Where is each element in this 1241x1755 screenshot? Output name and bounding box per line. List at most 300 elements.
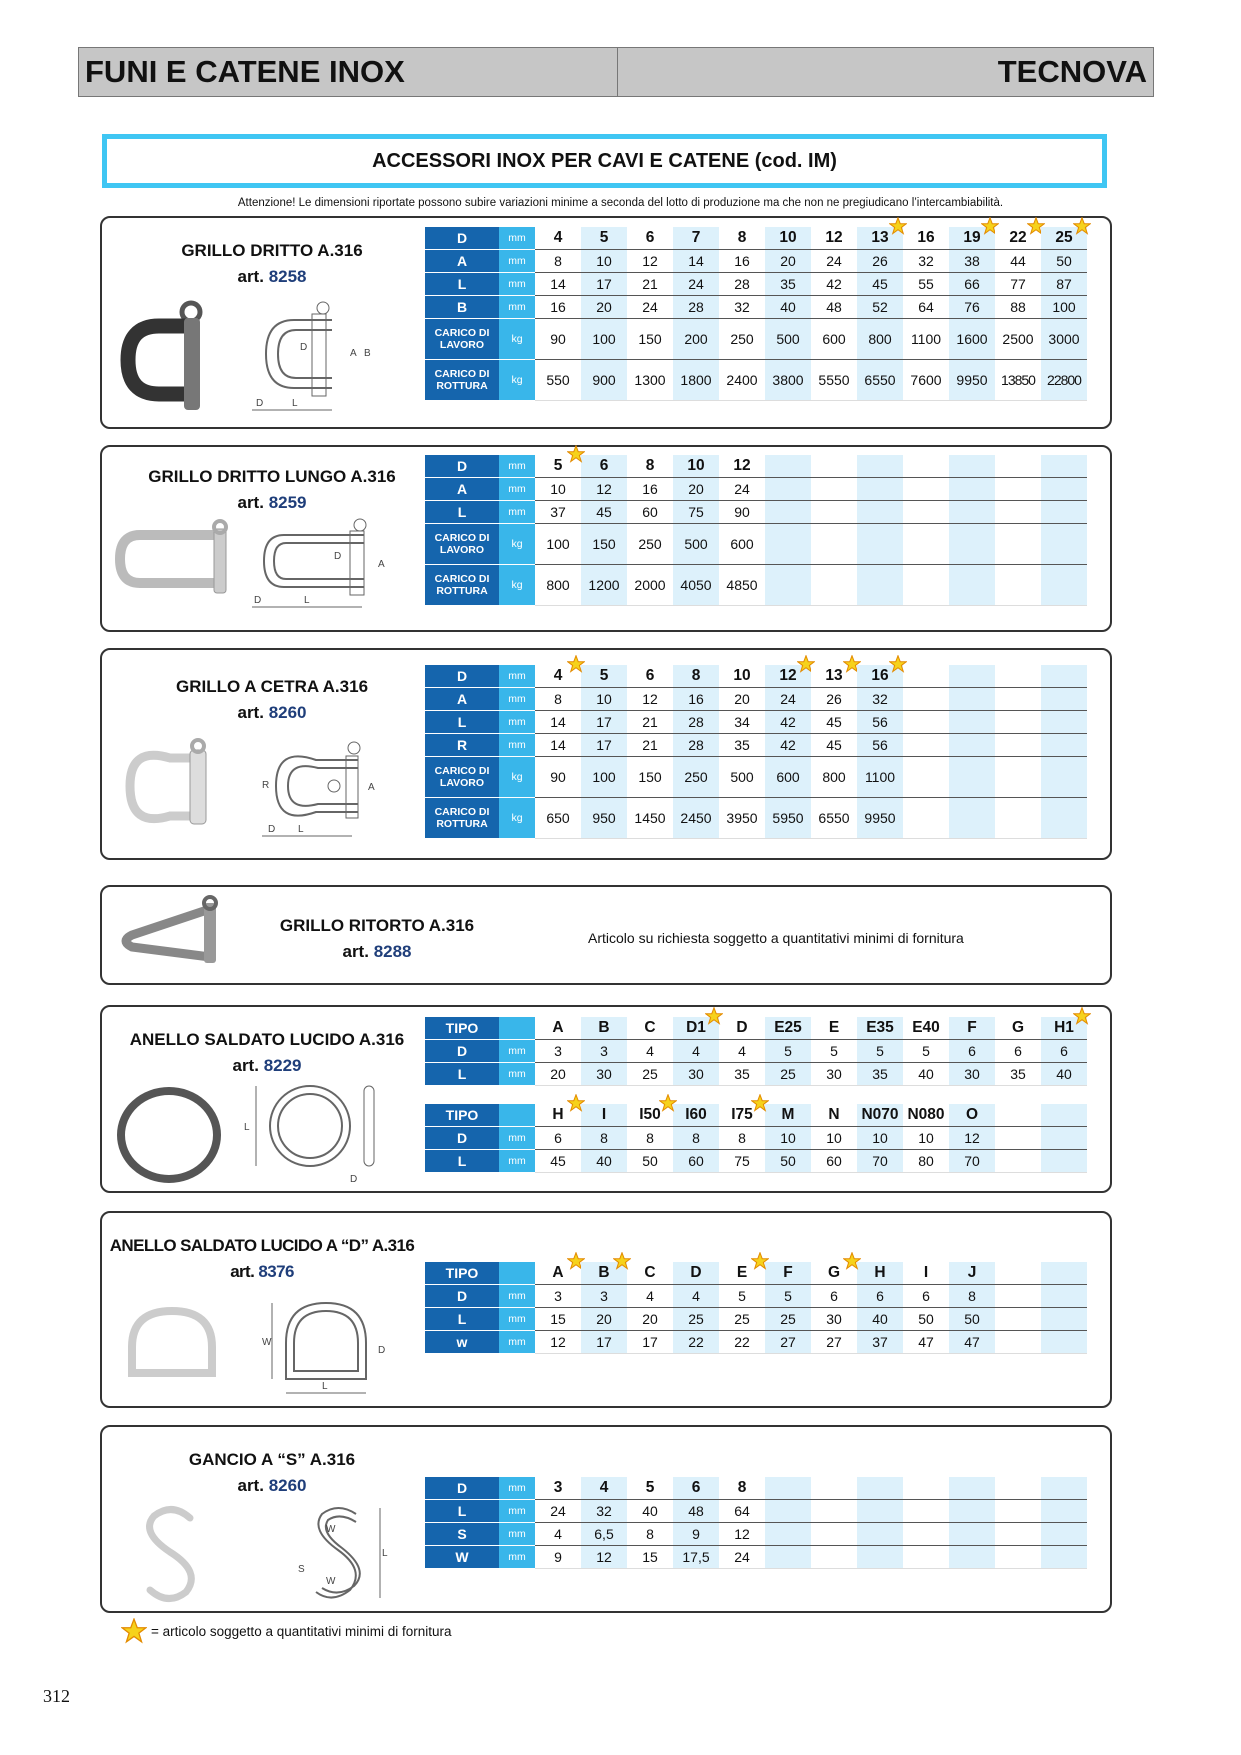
svg-text:W: W xyxy=(262,1337,272,1348)
table-cell xyxy=(719,1477,765,1500)
table-cell xyxy=(903,798,949,839)
cell-value: E40 xyxy=(912,1019,940,1036)
table-row xyxy=(425,478,1087,501)
cell-value: 100 xyxy=(546,536,570,552)
cell-value: 25 xyxy=(734,1311,750,1327)
table-cell xyxy=(627,319,673,360)
table-cell xyxy=(535,1477,581,1500)
cell-value: N070 xyxy=(861,1106,899,1123)
table-cell xyxy=(765,1477,811,1500)
cell-value: 64 xyxy=(734,1503,750,1519)
table-cell xyxy=(535,524,581,565)
cell-value: 8 xyxy=(968,1288,976,1304)
cell-value: H xyxy=(874,1264,886,1281)
table-cell xyxy=(627,524,673,565)
cell-value: 45 xyxy=(826,737,842,753)
table-cell xyxy=(673,688,719,711)
table-cell xyxy=(1041,1104,1087,1127)
table-cell xyxy=(1041,565,1087,606)
star-icon xyxy=(567,445,585,463)
table-cell xyxy=(857,296,903,319)
table-cell xyxy=(811,565,857,606)
cell-value: 2500 xyxy=(1002,331,1034,347)
table-cell xyxy=(995,734,1041,757)
table-cell xyxy=(581,565,627,606)
row-header: L xyxy=(425,711,499,734)
table-cell xyxy=(1041,250,1087,273)
table-cell xyxy=(903,455,949,478)
svg-text:L: L xyxy=(304,595,310,606)
table-cell xyxy=(1041,296,1087,319)
table-cell xyxy=(857,273,903,296)
svg-text:A: A xyxy=(378,559,385,570)
cell-value: 20 xyxy=(688,481,704,497)
table-cell xyxy=(719,1017,765,1040)
product-title: GANCIO A “S” A.316 art. 8260 xyxy=(188,1450,356,1495)
cell-value: 50 xyxy=(964,1311,980,1327)
table-cell xyxy=(995,250,1041,273)
table-cell xyxy=(995,1500,1041,1523)
unit-cell: mm xyxy=(499,501,535,524)
cell-value: 66 xyxy=(964,276,980,292)
cell-value: 12 xyxy=(642,253,658,269)
cell-value: 44 xyxy=(1010,253,1026,269)
cell-value: 800 xyxy=(868,331,892,347)
cell-value: 24 xyxy=(688,276,704,292)
cell-value: D xyxy=(736,1019,748,1036)
cell-value: 30 xyxy=(826,1311,842,1327)
star-icon xyxy=(567,1094,585,1112)
cell-value: 22 xyxy=(734,1334,750,1350)
header-category: FUNI E CATENE INOX xyxy=(79,48,618,96)
table-cell xyxy=(949,734,995,757)
table-cell xyxy=(811,296,857,319)
cell-value: 650 xyxy=(546,810,570,826)
table-cell xyxy=(857,501,903,524)
table-cell xyxy=(903,1331,949,1354)
table-cell xyxy=(581,1308,627,1331)
cell-value: 16 xyxy=(917,229,935,246)
cell-value: 5 xyxy=(784,1043,792,1059)
row-header: TIPO xyxy=(425,1017,499,1040)
table-cell xyxy=(857,524,903,565)
twisted-shackle-photo xyxy=(112,895,237,967)
table-cell xyxy=(811,1040,857,1063)
cell-value: 35 xyxy=(1010,1066,1026,1082)
cell-value: 6550 xyxy=(818,810,850,826)
table-cell xyxy=(673,798,719,839)
table-cell xyxy=(995,665,1041,688)
table-cell xyxy=(535,1262,581,1285)
cell-value: 17 xyxy=(596,276,612,292)
table-cell xyxy=(673,296,719,319)
legend: = articolo soggetto a quantitativi minimi di fornitura xyxy=(121,1618,452,1644)
cell-value: 2000 xyxy=(634,577,666,593)
cell-value: 50 xyxy=(780,1153,796,1169)
cell-value: 600 xyxy=(730,536,754,552)
table-cell xyxy=(1041,273,1087,296)
cell-value: 4 xyxy=(553,229,563,246)
cell-value: D1 xyxy=(686,1019,706,1036)
unit-cell: mm xyxy=(499,1308,535,1331)
table-cell xyxy=(995,524,1041,565)
spec-table-anello-saldato-2 xyxy=(425,1104,1087,1173)
cell-value: 4 xyxy=(646,1043,654,1059)
cell-value: 40 xyxy=(596,1153,612,1169)
table-cell xyxy=(1041,711,1087,734)
table-cell xyxy=(719,757,765,798)
cell-value: 3 xyxy=(554,1288,562,1304)
page-number: 312 xyxy=(43,1686,70,1706)
table-cell xyxy=(765,455,811,478)
table-cell xyxy=(673,455,719,478)
svg-text:L: L xyxy=(298,824,304,835)
table-cell xyxy=(811,273,857,296)
cell-value: 28 xyxy=(688,299,704,315)
table-cell xyxy=(627,1104,673,1127)
cell-value: 4850 xyxy=(726,577,758,593)
cell-value: 21 xyxy=(642,714,658,730)
table-row xyxy=(425,273,1087,296)
product-title: ANELLO SALDATO LUCIDO A.316 art. 8229 xyxy=(129,1030,405,1075)
cell-value: 40 xyxy=(872,1311,888,1327)
table-cell xyxy=(1041,1063,1087,1086)
cell-value: 45 xyxy=(550,1153,566,1169)
table-cell xyxy=(949,1127,995,1150)
table-cell xyxy=(811,1500,857,1523)
row-header: B xyxy=(425,296,499,319)
cell-value: 40 xyxy=(918,1066,934,1082)
spec-table-grillo-dritto-lungo xyxy=(425,455,1087,606)
table-cell xyxy=(903,1150,949,1173)
cell-value: 16 xyxy=(550,299,566,315)
cell-value: 30 xyxy=(826,1066,842,1082)
table-cell xyxy=(627,1308,673,1331)
table-cell xyxy=(857,1331,903,1354)
unit-cell: mm xyxy=(499,1500,535,1523)
cell-value: 45 xyxy=(596,504,612,520)
table-cell xyxy=(903,273,949,296)
table-cell xyxy=(673,524,719,565)
table-cell xyxy=(857,1017,903,1040)
table-cell xyxy=(857,1150,903,1173)
table-cell xyxy=(903,711,949,734)
cell-value: D xyxy=(690,1264,702,1281)
cell-value: 2450 xyxy=(680,810,712,826)
table-cell xyxy=(627,250,673,273)
cell-value: 4 xyxy=(599,1479,609,1496)
cell-value: 15 xyxy=(642,1549,658,1565)
table-cell xyxy=(949,455,995,478)
cell-value: 8 xyxy=(737,1479,747,1496)
table-cell xyxy=(949,757,995,798)
table-cell xyxy=(811,1285,857,1308)
cell-value: E xyxy=(828,1019,840,1036)
cell-value: 5 xyxy=(876,1043,884,1059)
table-row xyxy=(425,734,1087,757)
table-row xyxy=(425,1262,1087,1285)
table-cell xyxy=(857,1308,903,1331)
table-cell xyxy=(949,798,995,839)
row-header: L xyxy=(425,1500,499,1523)
shackle-diagram xyxy=(252,298,382,418)
product-title: GRILLO A CETRA A.316 art. 8260 xyxy=(175,677,369,722)
cell-value: 3 xyxy=(554,1043,562,1059)
table-cell xyxy=(719,1500,765,1523)
cell-value: 55 xyxy=(918,276,934,292)
cell-value: 13850 xyxy=(1001,372,1035,388)
unit-cell: kg xyxy=(499,524,535,565)
cell-value: 12 xyxy=(642,691,658,707)
spec-table-gancio-s xyxy=(425,1477,1087,1569)
table-cell xyxy=(995,757,1041,798)
cell-value: 8 xyxy=(692,1130,700,1146)
cell-value: 10 xyxy=(826,1130,842,1146)
table-cell xyxy=(949,1040,995,1063)
table-row xyxy=(425,1523,1087,1546)
table-cell xyxy=(627,1331,673,1354)
table-cell xyxy=(995,1523,1041,1546)
table-cell xyxy=(535,227,581,250)
table-cell xyxy=(1041,1017,1087,1040)
star-icon xyxy=(843,1252,861,1270)
cell-value: 1100 xyxy=(910,331,942,347)
cell-value: 950 xyxy=(592,810,616,826)
table-cell xyxy=(765,688,811,711)
cell-value: 8 xyxy=(646,1526,654,1542)
table-cell xyxy=(857,688,903,711)
unit-cell: mm xyxy=(499,1040,535,1063)
table-cell xyxy=(811,524,857,565)
table-cell xyxy=(535,1017,581,1040)
table-cell xyxy=(535,501,581,524)
table-cell xyxy=(811,1331,857,1354)
cell-value: 12 xyxy=(779,667,797,684)
table-cell xyxy=(1041,1040,1087,1063)
table-cell xyxy=(627,1262,673,1285)
table-cell xyxy=(857,227,903,250)
table-cell xyxy=(811,1104,857,1127)
unit-cell: mm xyxy=(499,1127,535,1150)
table-cell xyxy=(765,798,811,839)
svg-text:S: S xyxy=(298,1564,305,1575)
table-cell xyxy=(673,319,719,360)
table-row xyxy=(425,1477,1087,1500)
table-cell xyxy=(581,1477,627,1500)
table-cell xyxy=(673,1040,719,1063)
star-icon xyxy=(567,655,585,673)
table-cell xyxy=(581,501,627,524)
table-cell xyxy=(903,565,949,606)
cell-value: M xyxy=(781,1106,795,1123)
cell-value: 48 xyxy=(826,299,842,315)
unit-cell xyxy=(499,1104,535,1127)
table-cell xyxy=(535,1150,581,1173)
table-cell xyxy=(581,524,627,565)
table-cell xyxy=(949,1150,995,1173)
cell-value: 42 xyxy=(780,714,796,730)
table-row xyxy=(425,250,1087,273)
cell-value: 25 xyxy=(1055,229,1073,246)
table-row xyxy=(425,1104,1087,1127)
table-cell xyxy=(535,455,581,478)
table-cell xyxy=(903,1477,949,1500)
table-cell xyxy=(719,455,765,478)
cell-value: 5 xyxy=(599,667,609,684)
cell-value: 600 xyxy=(776,769,800,785)
table-cell xyxy=(673,273,719,296)
table-cell xyxy=(903,227,949,250)
table-cell xyxy=(673,1500,719,1523)
svg-text:R: R xyxy=(262,780,270,791)
table-cell xyxy=(903,1040,949,1063)
cell-value: 1200 xyxy=(588,577,620,593)
table-cell xyxy=(949,273,995,296)
cell-value: 17,5 xyxy=(682,1549,710,1565)
cell-value: G xyxy=(1011,1019,1025,1036)
table-cell xyxy=(535,296,581,319)
spec-table-grillo-cetra xyxy=(425,665,1087,839)
unit-cell: mm xyxy=(499,227,535,250)
table-cell xyxy=(1041,1308,1087,1331)
cell-value: 6 xyxy=(691,1479,701,1496)
table-cell xyxy=(995,1331,1041,1354)
table-cell xyxy=(857,665,903,688)
table-cell xyxy=(903,319,949,360)
cell-value: 6 xyxy=(599,457,609,474)
cell-value: 28 xyxy=(688,737,704,753)
cell-value: 88 xyxy=(1010,299,1026,315)
page-header xyxy=(78,47,1154,97)
cell-value: 4 xyxy=(554,1526,562,1542)
cell-value: 14 xyxy=(550,714,566,730)
cell-value: 6 xyxy=(645,229,655,246)
row-header: A xyxy=(425,478,499,501)
row-header: A xyxy=(425,250,499,273)
cell-value: 3800 xyxy=(772,372,804,388)
cell-value: 4 xyxy=(553,667,563,684)
cell-value: 1450 xyxy=(634,810,666,826)
table-cell xyxy=(811,757,857,798)
cell-value: 100 xyxy=(592,331,616,347)
table-cell xyxy=(857,1500,903,1523)
cell-value: 75 xyxy=(688,504,704,520)
table-cell xyxy=(1041,1523,1087,1546)
table-cell xyxy=(765,273,811,296)
table-cell xyxy=(535,688,581,711)
table-cell xyxy=(811,501,857,524)
cell-value: 6 xyxy=(922,1288,930,1304)
cell-value: 4 xyxy=(646,1288,654,1304)
table-cell xyxy=(857,1285,903,1308)
table-cell xyxy=(995,455,1041,478)
cell-value: 1100 xyxy=(864,769,896,785)
cell-value: 20 xyxy=(596,299,612,315)
cell-value: 1600 xyxy=(956,331,988,347)
table-row xyxy=(425,1308,1087,1331)
cell-value: 22800 xyxy=(1047,372,1081,388)
table-cell xyxy=(1041,455,1087,478)
table-cell xyxy=(673,1017,719,1040)
table-cell xyxy=(673,1546,719,1569)
table-cell xyxy=(903,1308,949,1331)
table-cell xyxy=(581,1331,627,1354)
row-header: R xyxy=(425,734,499,757)
table-cell xyxy=(765,1063,811,1086)
cell-value: 100 xyxy=(1052,299,1076,315)
table-cell xyxy=(627,1500,673,1523)
cell-value: 6 xyxy=(1060,1043,1068,1059)
svg-text:D: D xyxy=(334,551,342,562)
cell-value: 5 xyxy=(553,457,563,474)
table-cell xyxy=(995,688,1041,711)
table-cell xyxy=(857,711,903,734)
table-cell xyxy=(765,665,811,688)
cell-value: 50 xyxy=(1056,253,1072,269)
unit-cell: mm xyxy=(499,688,535,711)
cell-value: 6 xyxy=(876,1288,884,1304)
star-icon xyxy=(613,1252,631,1270)
table-cell xyxy=(719,565,765,606)
table-cell xyxy=(719,688,765,711)
table-cell xyxy=(1041,757,1087,798)
cell-value: 10 xyxy=(780,1130,796,1146)
row-header: w xyxy=(425,1331,499,1354)
table-cell xyxy=(995,1546,1041,1569)
cell-value: 5550 xyxy=(818,372,850,388)
unit-cell: mm xyxy=(499,478,535,501)
cell-value: 500 xyxy=(730,769,754,785)
cell-value: 5 xyxy=(599,229,609,246)
table-cell xyxy=(949,1477,995,1500)
table-row xyxy=(425,319,1087,360)
table-cell xyxy=(719,227,765,250)
table-cell xyxy=(1041,1331,1087,1354)
row-header: TIPO xyxy=(425,1262,499,1285)
table-cell xyxy=(903,1104,949,1127)
cell-value: H1 xyxy=(1054,1019,1074,1036)
cell-value: 25 xyxy=(780,1066,796,1082)
cell-value: 37 xyxy=(872,1334,888,1350)
table-cell xyxy=(857,250,903,273)
s-hook-diagram xyxy=(282,1502,392,1607)
table-row xyxy=(425,1150,1087,1173)
table-row xyxy=(425,688,1087,711)
row-header: S xyxy=(425,1523,499,1546)
table-cell xyxy=(719,319,765,360)
svg-text:D: D xyxy=(254,595,262,606)
table-cell xyxy=(719,1262,765,1285)
table-cell xyxy=(857,1523,903,1546)
cell-value: 26 xyxy=(872,253,888,269)
table-cell xyxy=(765,734,811,757)
table-cell xyxy=(811,711,857,734)
unit-cell: mm xyxy=(499,250,535,273)
cell-value: 32 xyxy=(596,1503,612,1519)
cell-value: 21 xyxy=(642,276,658,292)
table-row xyxy=(425,227,1087,250)
table-cell xyxy=(995,565,1041,606)
table-cell xyxy=(811,1308,857,1331)
table-cell xyxy=(811,688,857,711)
header-brand: TECNOVA xyxy=(997,54,1147,89)
table-cell xyxy=(949,296,995,319)
table-cell xyxy=(627,1523,673,1546)
cell-value: 16 xyxy=(871,667,889,684)
cell-value: 42 xyxy=(826,276,842,292)
row-header: CARICO DI ROTTURA xyxy=(425,360,499,401)
cell-value: 70 xyxy=(964,1153,980,1169)
